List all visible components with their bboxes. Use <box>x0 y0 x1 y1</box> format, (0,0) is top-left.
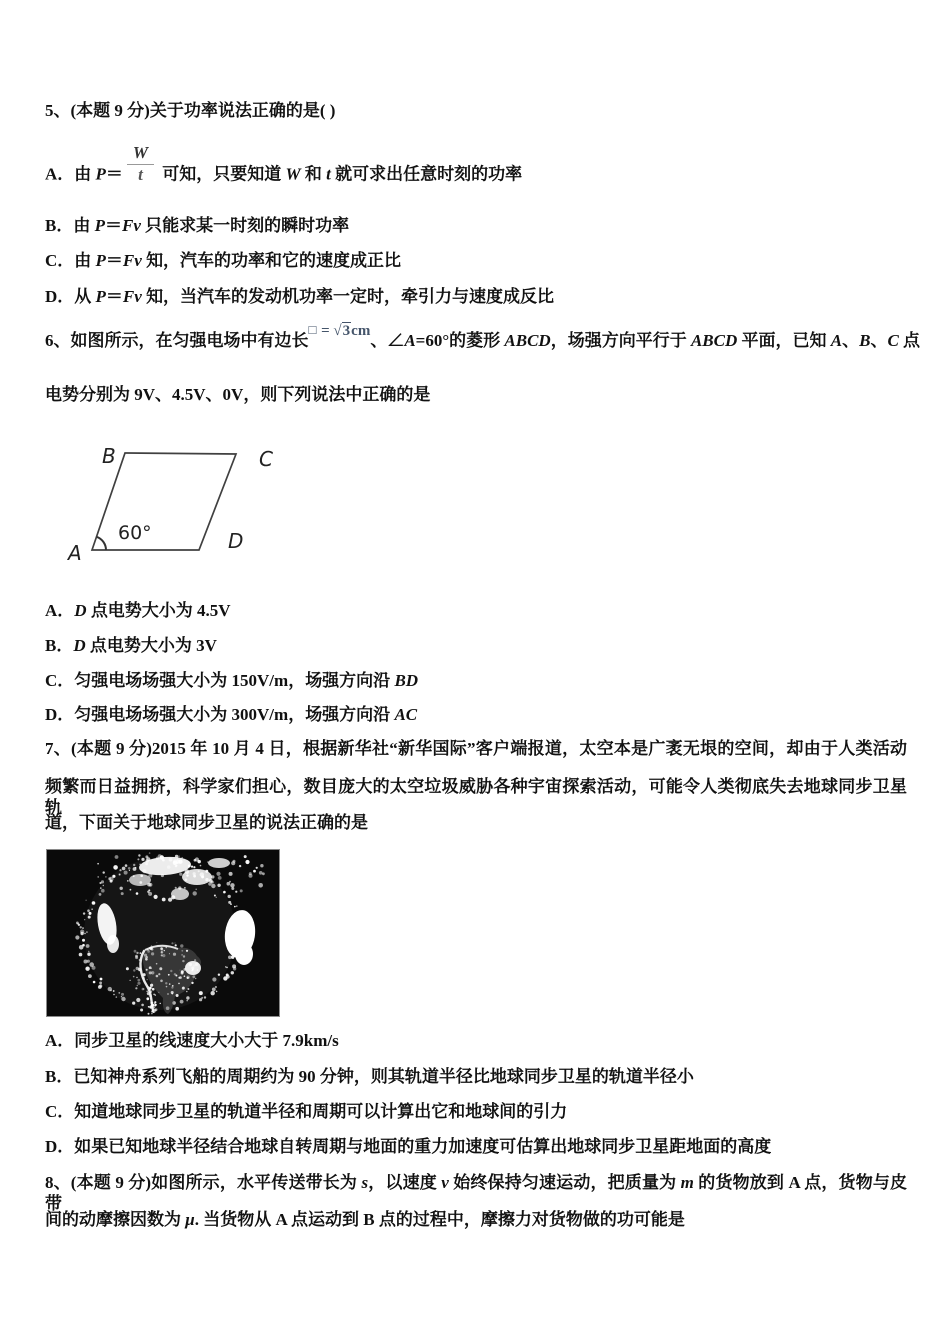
angle-arc <box>97 537 107 550</box>
angle-label: 60° <box>118 522 152 544</box>
q6-option-c: C．匀强电场场强大小为 150V/m，场强方向沿 BD <box>45 671 419 690</box>
radical-sign: √ <box>333 323 342 339</box>
q7-option-b: B．已知神舟系列飞船的周期约为 90 分钟，则其轨道半径比地球同步卫星的轨道半径小 <box>45 1067 694 1086</box>
q6-option-b: B．D 点电势大小为 3V <box>45 636 217 655</box>
q6-stem-line1 <box>45 322 921 352</box>
q5-stem: 5、(本题 9 分)关于功率说法正确的是( ) <box>45 101 336 120</box>
formula-equals: = <box>317 323 334 339</box>
q7-option-c: C．知道地球同步卫星的轨道半径和周期可以计算出它和地球间的引力 <box>45 1102 568 1121</box>
q8-stem-line1: 8、(本题 9 分)如图所示，水平传送带长为 s，以速度 v 始终保持匀速运动，把质量为 m 的货物放到 A 点，货物与皮带 <box>45 1173 908 1214</box>
missing-glyph-box: □ <box>308 322 317 337</box>
q5-option-d: D．从 P＝Fv 知，当汽车的发动机功率一定时，牵引力与速度成反比 <box>45 287 555 306</box>
q5-option-a-prefix: A．由 P＝ <box>45 164 123 184</box>
q6-option-d: D．匀强电场场强大小为 300V/m，场强方向沿 AC <box>45 705 418 724</box>
q7-stem-line3: 道，下面关于地球同步卫星的说法正确的是 <box>45 813 368 832</box>
vertex-label-b: B <box>102 444 116 468</box>
fraction-w-over-t <box>127 144 154 184</box>
earth-photo <box>46 849 280 1017</box>
q7-option-d: D．如果已知地球半径结合地球自转周期与地面的重力加速度可估算出地球同步卫星距地面的高度 <box>45 1137 772 1156</box>
q5-option-c: C．由 P＝Fv 知，汽车的功率和它的速度成正比 <box>45 251 402 270</box>
earth-photo-svg <box>47 850 279 1016</box>
q7-option-a: A．同步卫星的线速度大小大于 7.9km/s <box>45 1031 339 1050</box>
q6-stem-post: 、∠A=60°的菱形 ABCD，场强方向平行于 ABCD 平面，已知 A、B、C 点 <box>370 331 921 350</box>
vertex-label-a: A <box>68 541 82 565</box>
q5-option-a-suffix: 可知，只要知道 W 和 t 就可求出任意时刻的功率 <box>158 164 523 184</box>
q6-option-a: A．D 点电势大小为 4.5V <box>45 601 231 620</box>
q8-stem-line2: 间的动摩擦因数为 μ. 当货物从 A 点运动到 B 点的过程中，摩擦力对货物做的功可能是 <box>45 1210 685 1229</box>
q5-option-a <box>45 144 522 185</box>
fraction-numerator: W <box>127 144 154 165</box>
formula-unit: cm <box>351 323 371 339</box>
rhombus-diagram <box>52 430 292 590</box>
fraction-denominator: t <box>138 164 143 184</box>
q5-option-b: B．由 P＝Fv 只能求某一时刻的瞬时功率 <box>45 216 350 235</box>
vertex-label-c: C <box>259 447 273 471</box>
rhombus-svg <box>52 430 292 585</box>
q7-stem-line2: 频繁而日益拥挤，科学家们担心，数目庞大的太空垃圾威胁各种宇宙探索活动，可能令人类彻底失去地球同步卫星轨 <box>45 777 907 818</box>
q6-stem-line2: 电势分别为 9V、4.5V、0V，则下列说法中正确的是 <box>45 385 431 404</box>
vertex-label-d: D <box>228 529 244 553</box>
side-length-formula <box>309 323 371 339</box>
q7-stem-line1: 7、(本题 9 分)2015 年 10 月 4 日，根据新华社“新华国际”客户端报道，太空本是广袤无垠的空间，却由于人类活动 <box>45 739 907 758</box>
radicand: 3 <box>342 323 351 339</box>
q6-stem-pre: 6、如图所示，在匀强电场中有边长 <box>45 331 309 350</box>
